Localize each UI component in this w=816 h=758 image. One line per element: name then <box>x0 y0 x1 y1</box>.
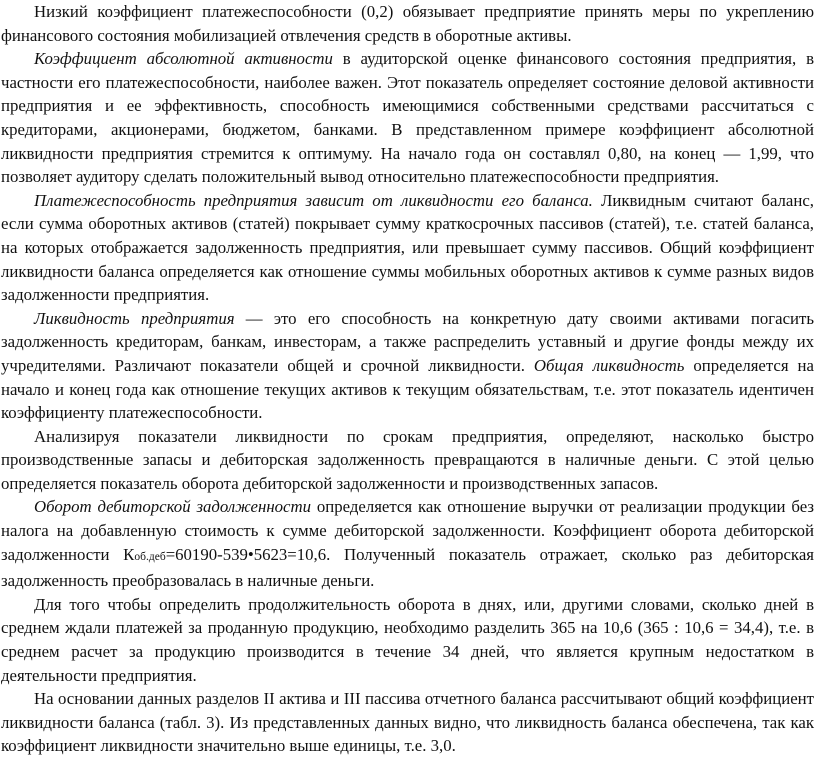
italic-term-general-liquidity: Общая ликвидность <box>533 355 685 375</box>
italic-term: Ликвидность предприятия <box>34 308 235 328</box>
italic-term: Платежеспособность предприятия зависит от ликвидности его баланса. <box>34 190 593 210</box>
paragraph-enterprise-liquidity <box>1 307 814 425</box>
italic-term: Оборот дебиторской задолженности <box>34 497 311 517</box>
paragraph-text: На основании данных разделов II актива и III пассива отчетного баланса рассчитывают общий коэффициент ликвидности баланса (табл. 3). Из представленных данных видно, что ликвидность баланса обеспечена, так как коэффициент ликвидности значительно выше единицы, т.е. 3,0. <box>1 689 814 756</box>
paragraph-low-solvency <box>1 0 814 47</box>
paragraph-text: в аудиторской оценке финансового состояния предприятия, в частности его платежеспособности, наиболее важен. Этот показатель определяет состояние деловой активности предприятия и ее эффективность, способность имеющимися собственными средствами рассчитаться с кредиторами, акционерами, бюджетом, банками. В представленном примере коэффициент абсолютной ликвидности предприятия стремится к оптимуму. На начало года он составлял 0,80, на конец — 1,99, что позволяет аудитору сделать положительный вывод относительно платежеспособности предприятия. <box>1 49 814 187</box>
paragraph-turnover-days <box>1 593 814 687</box>
paragraph-text: определяется на начало и конец года как отношение текущих активов к текущим обязательствам, т.е. этот показатель идентичен коэффициенту платежеспособности. <box>1 355 814 423</box>
paragraph-text: Ликвидным считают баланс, если сумма оборотных активов (статей) покрывает сумму краткосрочных пассивов (статей), т.е. статей баланса, на которых отображается задолженность предприятия, или превышает сумму пассивов. Общий коэффициент ликвидности баланса определяется как отношение суммы мобильных оборотных активов к сумме разных видов задолженности предприятия. <box>1 190 814 305</box>
paragraph-text: Анализируя показатели ликвидности по срокам предприятия, определяют, насколько быстро производственные запасы и дебиторская задолженность превращаются в наличные деньги. С этой целью определяется показатель оборота дебиторской задолженности и производственных запасов. <box>1 426 814 493</box>
paragraph-absolute-activity <box>1 47 814 189</box>
paragraph-text: определяется как отношение выручки от реализации продукции без налога на добавленную стоимость к сумме дебиторской задолженности. Коэффициент оборота дебиторской задолженности К <box>1 497 814 564</box>
paragraph-balance-liquidity <box>1 687 814 758</box>
formula-subscript: об.деб <box>134 550 166 563</box>
paragraph-receivables-turnover <box>1 495 814 592</box>
paragraph-analysis-terms <box>1 425 814 496</box>
italic-term: Коэффициент абсолютной активности <box>34 49 333 69</box>
paragraph-text: — это его способность на конкретную дату своими активами погасить задолженность кредиторам, банкам, инвесторам, а также распределить уставный и другие фонды между их учредителями. Различают показатели общей и срочной ликвидности. <box>1 308 815 375</box>
paragraph-text: Низкий коэффициент платежеспособности (0,2) обязывает предприятие принять меры по укреплению финансового состояния мобилизацией отвлечения средств в оборотные активы. <box>1 2 814 45</box>
paragraph-text: =60190-539•5623=10,6. Полученный показатель отражает, сколько раз дебиторская задолженность преобразовалась в наличные деньги. <box>1 544 815 591</box>
paragraph-solvency-liquidity <box>1 189 814 307</box>
paragraph-text: Для того чтобы определить продолжительность оборота в днях, или, другими словами, сколько дней в среднем ждали платежей за проданную продукцию, необходимо разделить 365 на 10,6 (365 : 10,6 = 34,4), т.е. в среднем расчет за продукцию производится в течение 34 дней, что является крупным недостатком в деятельности предприятия. <box>1 594 814 685</box>
